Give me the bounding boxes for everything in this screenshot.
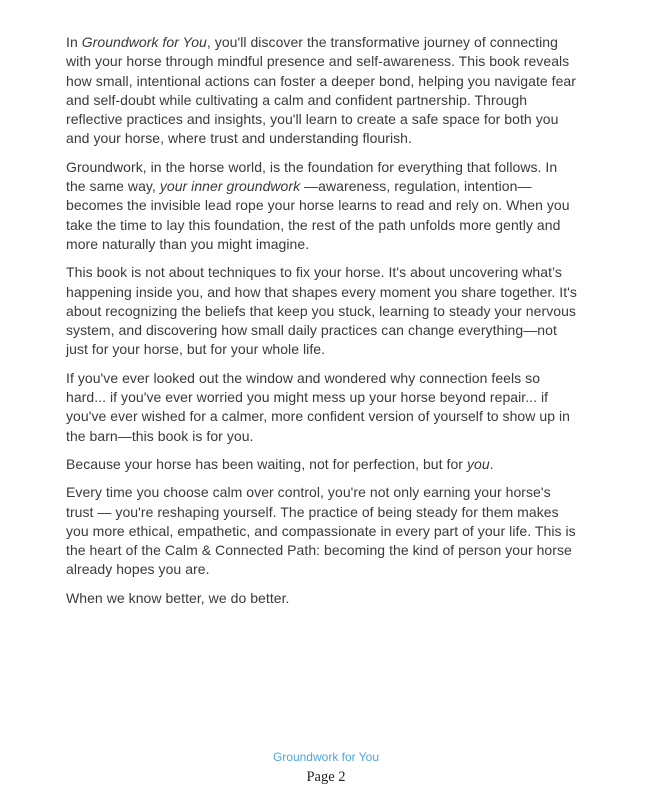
paragraph-because-waiting — [66, 455, 578, 474]
paragraph-groundwork — [66, 158, 578, 254]
footer-page-number: Page 2 — [306, 769, 346, 786]
text-segment: —awareness, regulation, intention—becomes the invisible lead rope your horse learns to read and rely on. When you take the time to lay this foundation, the rest of the path unfolds more gently and more naturally than you might imagine. — [66, 178, 570, 252]
paragraph-intro — [66, 33, 578, 149]
text-segment: In — [66, 34, 82, 50]
paragraph-not-techniques — [66, 263, 578, 359]
text-segment: When we know better, we do better. — [66, 589, 290, 606]
text-segment: Because your horse has been waiting, not for perfection, but for — [66, 455, 467, 472]
italic-book-title: Groundwork for You — [81, 34, 207, 50]
text-segment: , you'll discover the transformative journey of connecting with your horse through mindful presence and self-awareness. This book reveals how small, intentional actions can foster a deeper bond, helping you navigate fear and self-doubt while cultivating a calm and confident partnership. Through reflective practices and insights, you'll learn to create a safe space for both you and your horse, where trust and understanding flourish. — [66, 34, 576, 147]
footer-book-title: Groundwork for You — [272, 750, 380, 765]
paragraph-know-better — [66, 589, 578, 608]
text-segment: Every time you choose calm over control, you're not only earning your horse's trust — you're reshaping yourself. The practice of being steady for them makes you more ethical, empathetic, and compassionate in every part of your life. This is the heart of the Calm & Connected Path: becoming the kind of person your horse already hopes you are. — [66, 484, 576, 578]
paragraph-if-youve-ever — [66, 369, 578, 446]
text-segment: Groundwork, in the horse world, is the foundation for everything that follows. In the same way, — [66, 158, 558, 195]
italic-phrase: your inner groundwork — [159, 178, 301, 195]
page-footer — [0, 750, 652, 787]
paragraph-calm-over-control — [66, 483, 578, 579]
text-segment: This book is not about techniques to fix your horse. It's about uncovering what’s happening inside you, and how that shapes every moment you share together. It's about recognizing the beliefs that keep you stuck, learning to steady your nervous system, and discovering how small daily practices can change everything—not just for your horse, but for your whole life. — [66, 264, 577, 358]
text-segment: . — [489, 455, 494, 472]
italic-you: you — [466, 455, 490, 472]
page-body-text — [66, 33, 578, 617]
text-segment: If you've ever looked out the window and wondered why connection feels so hard... if you've ever worried you might mess up your horse beyond repair... if you've ever wished for a calmer, more confident version of yourself to show up in the barn—this book is for you. — [66, 369, 570, 444]
